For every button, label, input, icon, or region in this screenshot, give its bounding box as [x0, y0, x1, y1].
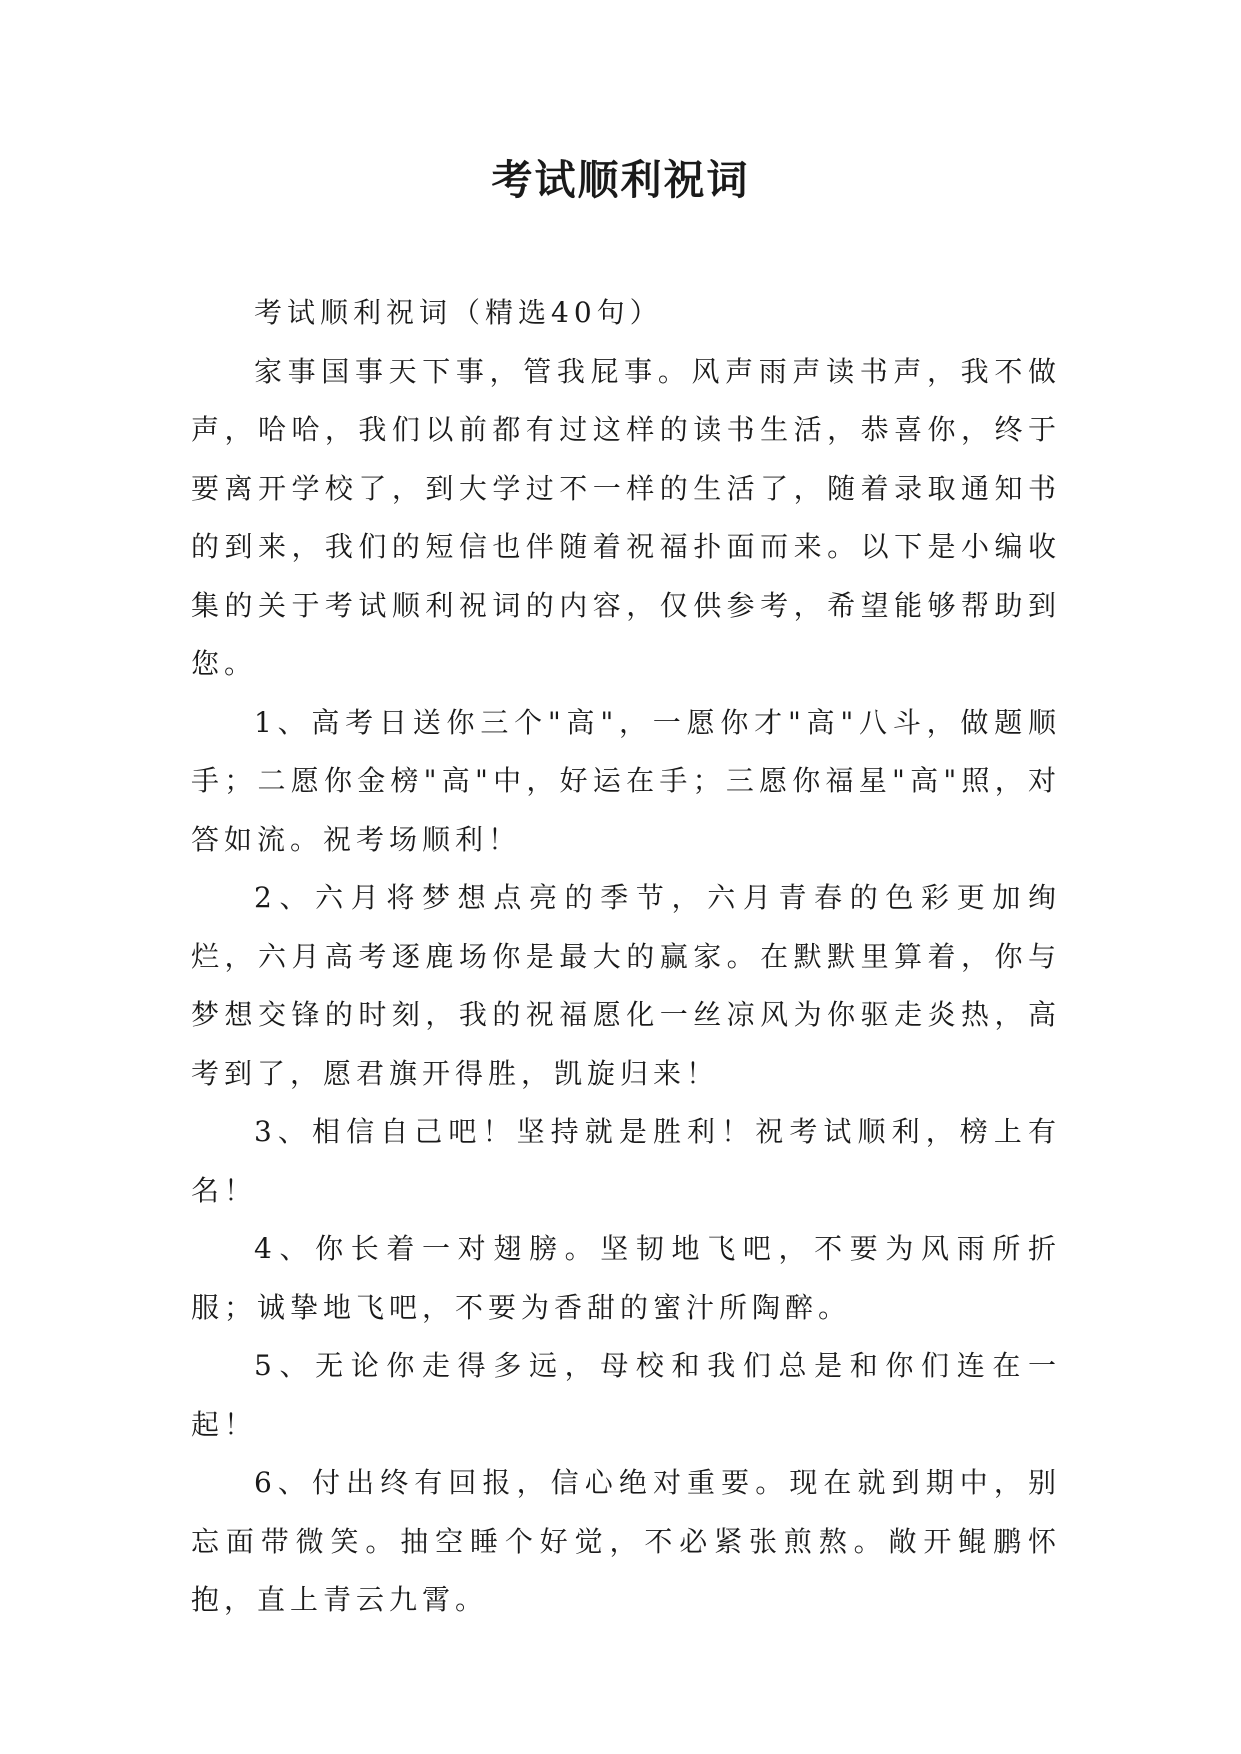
wish-item-1: 1、高考日送你三个"高"，一愿你才"高"八斗，做题顺手；二愿你金榜"高"中，好运在手；三愿你福星"高"照，对答如流。祝考场顺利！	[191, 705, 1061, 856]
wish-item-2: 2、六月将梦想点亮的季节，六月青春的色彩更加绚烂，六月高考逐鹿场你是最大的赢家。在默默里算着，你与梦想交锋的时刻，我的祝福愿化一丝凉风为你驱走炎热，高考到了，愿君旗开得胜，凯旋归来！	[191, 881, 1061, 1090]
wish-item-3: 3、相信自己吧！坚持就是胜利！祝考试顺利，榜上有名！	[191, 1115, 1061, 1207]
wish-item-5: 5、无论你走得多远，母校和我们总是和你们连在一起！	[191, 1349, 1061, 1441]
document-title: 考试顺利祝词	[491, 156, 750, 204]
wish-item-4: 4、你长着一对翅膀。坚韧地飞吧，不要为风雨所折服；诚挚地飞吧，不要为香甜的蜜汁所陶醉。	[191, 1232, 1061, 1324]
wish-item-6: 6、付出终有回报，信心绝对重要。现在就到期中，别忘面带微笑。抽空睡个好觉，不必紧张煎熬。敞开鲲鹏怀抱，直上青云九霄。	[191, 1466, 1061, 1616]
subtitle-paragraph: 考试顺利祝词（精选40句）	[254, 296, 663, 329]
document-body	[191, 284, 1061, 1630]
intro-paragraph: 家事国事天下事，管我屁事。风声雨声读书声，我不做声，哈哈，我们以前都有过这样的读书生活，恭喜你，终于要离开学校了，到大学过不一样的生活了，随着录取通知书的到来，我们的短信也伴随着祝福扑面而来。以下是小编收集的关于考试顺利祝词的内容，仅供参考，希望能够帮助到您。	[191, 354, 1061, 680]
